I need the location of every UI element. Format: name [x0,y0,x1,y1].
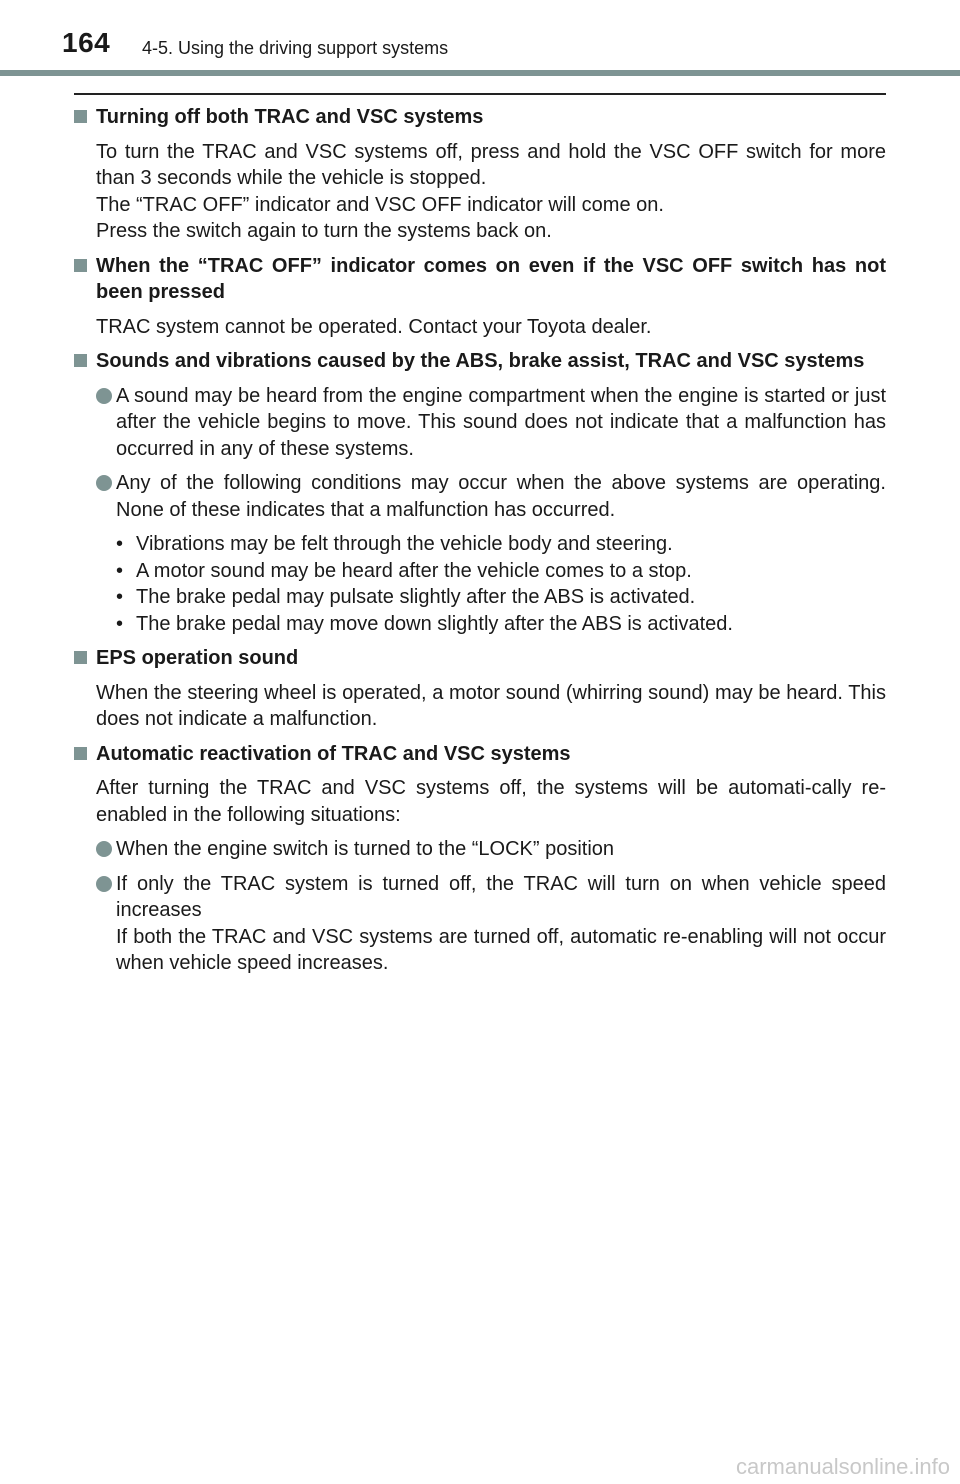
square-bullet-icon [74,747,87,760]
sub-list-item: • The brake pedal may move down slightly after the ABS is activated. [116,612,733,635]
list-item: When the engine switch is turned to the “LOCK” position [74,836,886,863]
page-number: 164 [62,27,111,58]
sub-list-item: • Vibrations may be felt through the vehicle body and steering. [116,533,673,555]
section-title: 4-5. Using the driving support systems [142,38,449,58]
paragraph: TRAC system cannot be operated. Contact your Toyota dealer. [96,315,652,338]
circle-bullet-icon [96,475,112,491]
header-divider [0,70,960,76]
section-heading: Automatic reactivation of TRAC and VSC systems [74,741,886,768]
sub-list-item: • A motor sound may be heard after the vehicle comes to a stop. [116,559,692,582]
square-bullet-icon [74,354,87,367]
paragraph: To turn the TRAC and VSC systems off, press and hold the VSC OFF switch for more than 3 seconds while the vehicle is stopped. The “TRAC OFF” indicator and VSC OFF indicator will come on. Press the switch again to turn the systems back on. [96,140,886,242]
sub-list [74,531,886,637]
square-bullet-icon [74,259,87,272]
page-header [0,0,960,80]
square-bullet-icon [74,110,87,123]
square-bullet-icon [74,651,87,664]
list-item: If only the TRAC system is turned off, the TRAC will turn on when vehicle speed increases If both the TRAC and VSC systems are turned off, automatic re-enabling will not occur when vehicle speed increases. [74,871,886,977]
content-top-rule [74,93,886,95]
page-content [74,104,886,985]
watermark: carmanualsonline.info [735,1454,950,1479]
section-heading: EPS operation sound [74,645,886,672]
circle-bullet-icon [96,388,112,404]
paragraph: When the steering wheel is operated, a motor sound (whirring sound) may be heard. This does not indicate a malfunction. [96,681,886,730]
section-heading: Sounds and vibrations caused by the ABS, brake assist, TRAC and VSC systems [74,348,886,375]
section-heading: Turning off both TRAC and VSC systems [74,104,886,131]
circle-bullet-icon [96,841,112,857]
section-heading: When the “TRAC OFF” indicator comes on even if the VSC OFF switch has not been pressed [74,253,886,306]
circle-bullet-icon [96,876,112,892]
sub-list-item: • The brake pedal may pulsate slightly after the ABS is activated. [116,586,696,608]
paragraph: After turning the TRAC and VSC systems off, the systems will be automati-cally re-enabled in the following situations: [96,777,886,826]
list-item: A sound may be heard from the engine compartment when the engine is started or just after the vehicle begins to move. This sound does not indicate that a malfunction has occurred in any of these systems. [74,383,886,463]
list-item: Any of the following conditions may occur when the above systems are operating. None of these indicates that a malfunction has occurred. [74,470,886,523]
